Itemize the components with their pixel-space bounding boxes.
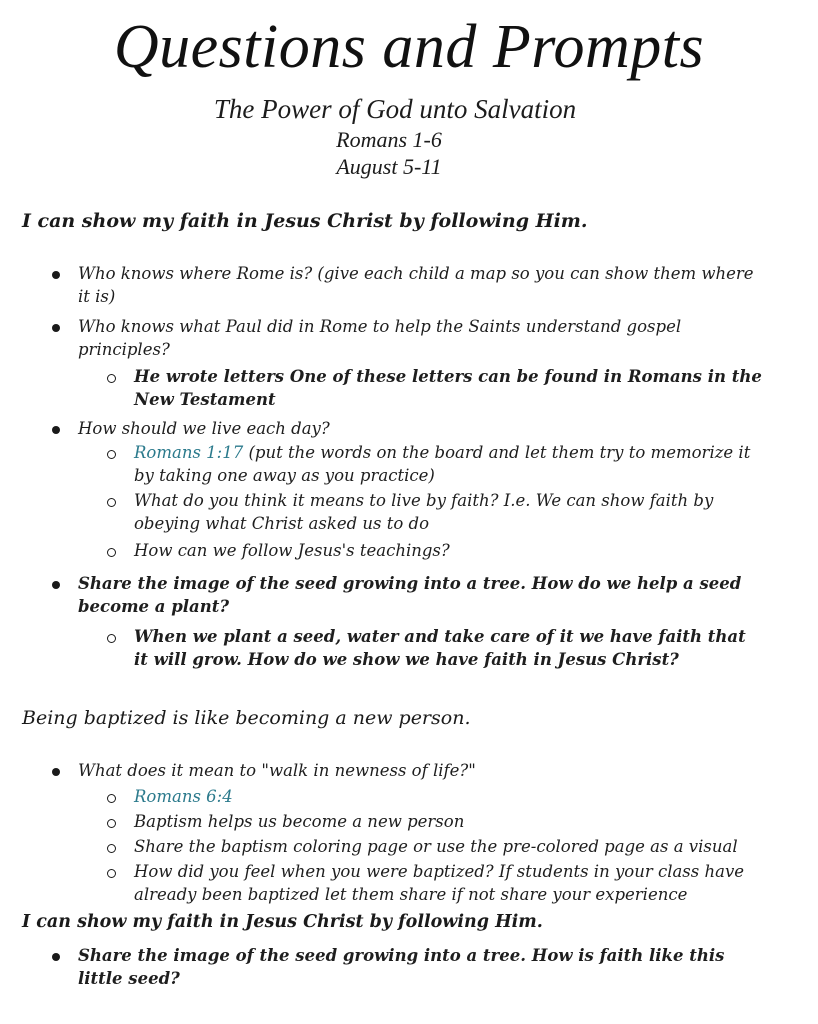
section3-heading: I can show my faith in Jesus Christ by following Him. [22, 912, 543, 932]
list-item: Baptism helps us become a new person [134, 812, 465, 831]
sub-bullet-icon [107, 869, 116, 878]
sub-bullet-icon [107, 548, 116, 557]
list-item: When we plant a seed, water and take care of it we have faith that it will grow. How do we show we have faith in Jesus Christ? [134, 627, 746, 669]
sub-bullet-icon [107, 498, 116, 507]
list-item: How can we follow Jesus's teachings? [134, 541, 450, 560]
bullet-icon [52, 324, 60, 332]
list-item: How should we live each day? [78, 419, 330, 438]
list-item: Who knows what Paul did in Rome to help the Saints understand gospel principles? [78, 317, 682, 359]
sub-bullet-icon [107, 819, 116, 828]
sub-bullet-icon [107, 844, 116, 853]
list-item [134, 441, 764, 487]
list-item: How did you feel when you were baptized? If students in your class have already been baptized let them share if not share your experience [134, 862, 745, 904]
sub-bullet-icon [107, 794, 116, 803]
list-item: Share the image of the seed growing into a tree. How is faith like this little seed? [78, 946, 725, 988]
scripture-range: Romans 1-6 [336, 127, 442, 152]
scripture-link[interactable]: Romans 6:4 [134, 787, 233, 806]
list-item: What does it mean to "walk in newness of life?" [78, 761, 476, 780]
lesson-subtitle: The Power of God unto Salvation [213, 94, 577, 124]
bullet-icon [52, 953, 60, 961]
list-item: What do you think it means to live by faith? I.e. We can show faith by obeying what Christ asked us to do [134, 491, 714, 533]
section1-heading: I can show my faith in Jesus Christ by following Him. [22, 210, 588, 232]
date-range: August 5-11 [336, 154, 442, 179]
list-item: Who knows where Rome is? (give each child a map so you can show them where it is) [78, 264, 754, 306]
list-item: Share the baptism coloring page or use the pre-colored page as a visual [134, 837, 738, 856]
bullet-icon [52, 271, 60, 279]
list-item: Share the image of the seed growing into a tree. How do we help a seed become a plant? [78, 574, 742, 616]
page-title: Questions and Prompts [113, 13, 705, 81]
list-item: He wrote letters One of these letters can be found in Romans in the New Testament [134, 367, 762, 409]
list-item-text: (put the words on the board and let them try to memorize it by taking one away as you practice) [134, 443, 751, 485]
sub-bullet-icon [107, 450, 116, 459]
sub-bullet-icon [107, 634, 116, 643]
bullet-icon [52, 581, 60, 589]
sub-bullet-icon [107, 374, 116, 383]
section2-heading: Being baptized is like becoming a new person. [22, 707, 471, 729]
bullet-icon [52, 426, 60, 434]
scripture-link[interactable]: Romans 1:17 [134, 443, 244, 462]
bullet-icon [52, 768, 60, 776]
